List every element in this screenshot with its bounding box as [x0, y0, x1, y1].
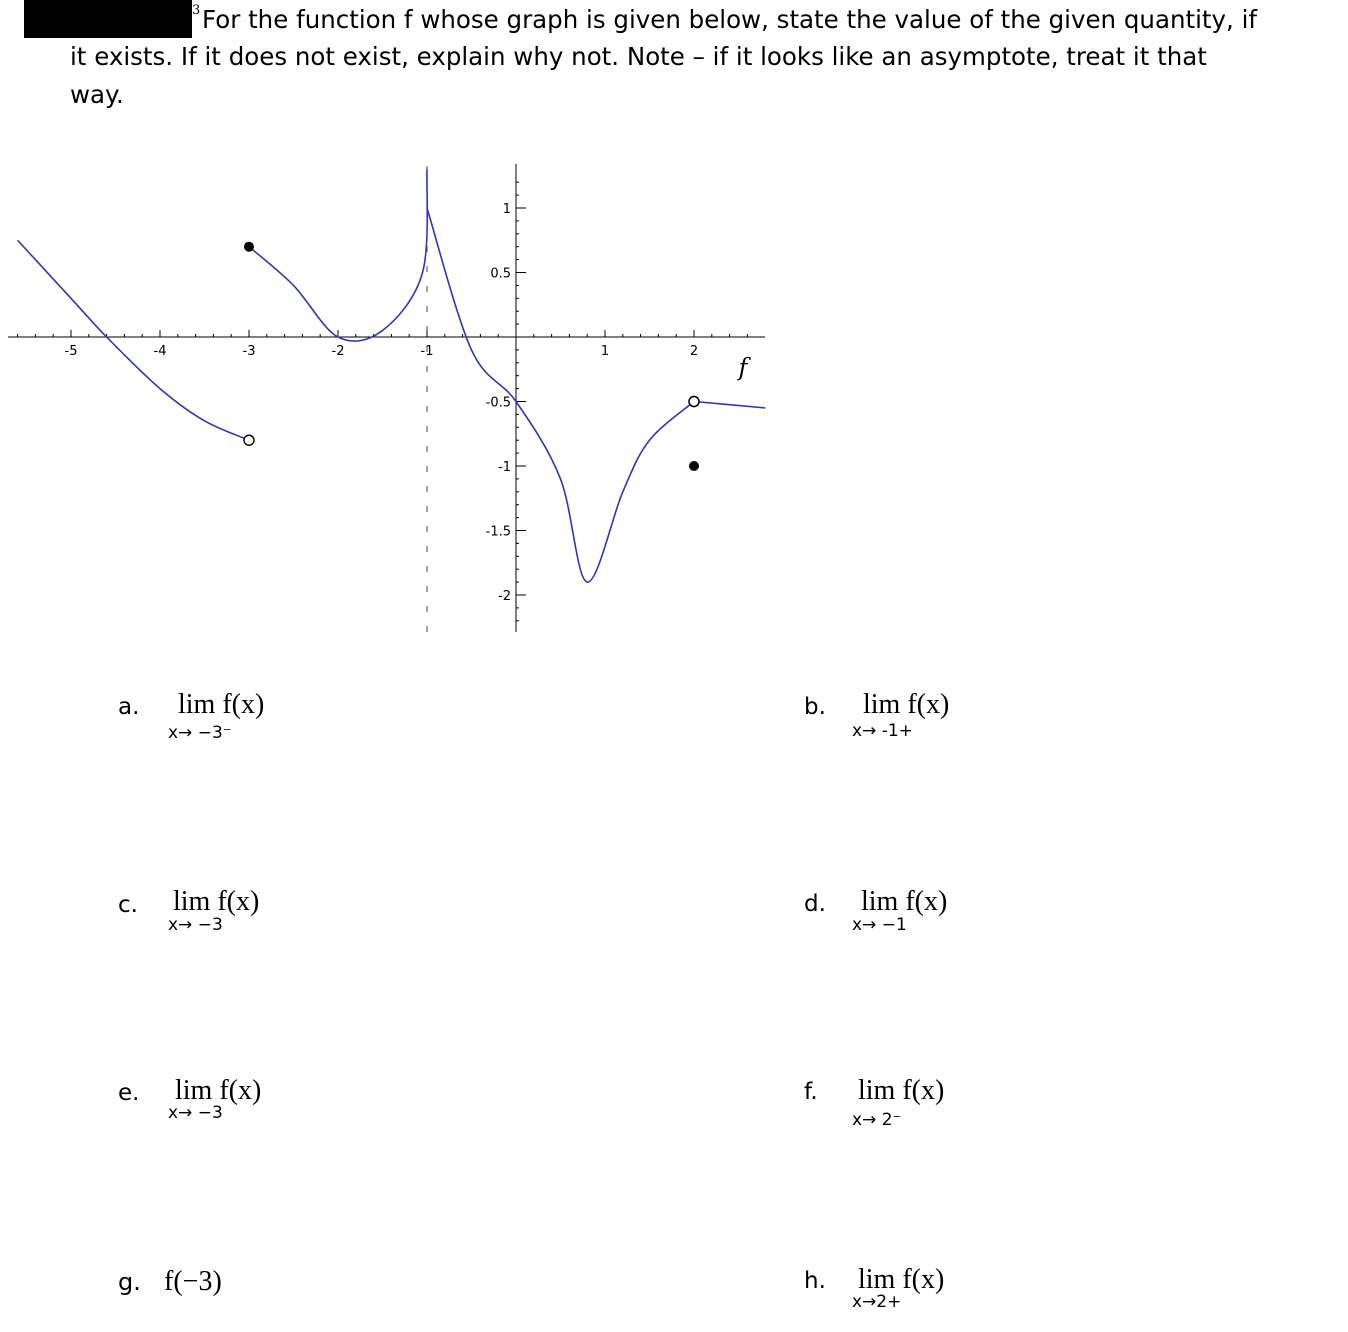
y-tick-label: 1 [502, 202, 511, 217]
y-tick-label: -0.5 [485, 395, 511, 411]
x-tick-label: -1 [420, 344, 434, 359]
function-label: f [738, 353, 748, 382]
limit-subscript: x→ −3 [168, 1103, 223, 1123]
limit-subscript: x→ −3 [168, 915, 223, 935]
open-point [244, 435, 254, 445]
question-letter: d. [804, 891, 826, 917]
limit-subscript: x→ -1+ [852, 721, 913, 741]
question-letter: a. [118, 694, 140, 720]
limit-subscript: x→ −3⁻ [168, 723, 232, 743]
redaction-box [24, 0, 192, 38]
y-tick-label: -2 [498, 589, 511, 604]
curve-segment [249, 169, 427, 341]
x-tick-label: -2 [331, 344, 345, 359]
function-value-expression: f(−3) [164, 1266, 222, 1297]
y-tick-label: 0.5 [490, 266, 511, 282]
curve-segment [427, 208, 694, 582]
limit-expression: lim f(x) [858, 1264, 945, 1295]
limit-expression: lim f(x) [863, 689, 950, 720]
x-tick-label: -5 [64, 344, 78, 359]
problem-text-line-3: way. [70, 80, 124, 109]
limit-subscript: x→ −1 [852, 915, 907, 935]
axes [8, 164, 765, 632]
question-number: 3 [192, 3, 201, 18]
question-letter: f. [804, 1079, 818, 1105]
question-letter: g. [118, 1268, 141, 1296]
limit-subscript: x→2+ [852, 1292, 902, 1312]
limit-expression: lim f(x) [173, 886, 260, 917]
problem-text-line-2: it exists. If it does not exist, explain why not. Note – if it looks like an asymptote, treat it that [70, 42, 1207, 71]
closed-point [244, 242, 254, 252]
point-markers [244, 242, 699, 471]
x-tick-label: -4 [153, 344, 167, 359]
x-tick-label: 1 [600, 344, 610, 359]
x-tick-label: -3 [242, 344, 256, 359]
x-tick-label: 2 [689, 344, 699, 359]
curve-segment [694, 402, 765, 408]
question-letter: e. [118, 1080, 140, 1106]
limit-expression: lim f(x) [858, 1075, 945, 1106]
closed-point [689, 461, 699, 471]
limit-expression: lim f(x) [178, 689, 265, 720]
function-graph [0, 150, 780, 640]
axis-ticks [18, 182, 748, 621]
curves [18, 169, 766, 582]
question-letter: h. [804, 1268, 826, 1294]
open-point [689, 397, 699, 407]
problem-text-line-1: For the function f whose graph is given below, state the value of the given quantity, if [202, 5, 1258, 34]
y-tick-label: -1.5 [485, 524, 511, 540]
question-letter: b. [804, 694, 826, 720]
y-tick-label: -1 [498, 460, 511, 475]
limit-expression: lim f(x) [175, 1075, 262, 1106]
curve-segment [18, 240, 249, 440]
question-letter: c. [118, 892, 138, 918]
limit-subscript: x→ 2⁻ [852, 1110, 902, 1130]
limit-expression: lim f(x) [861, 886, 948, 917]
